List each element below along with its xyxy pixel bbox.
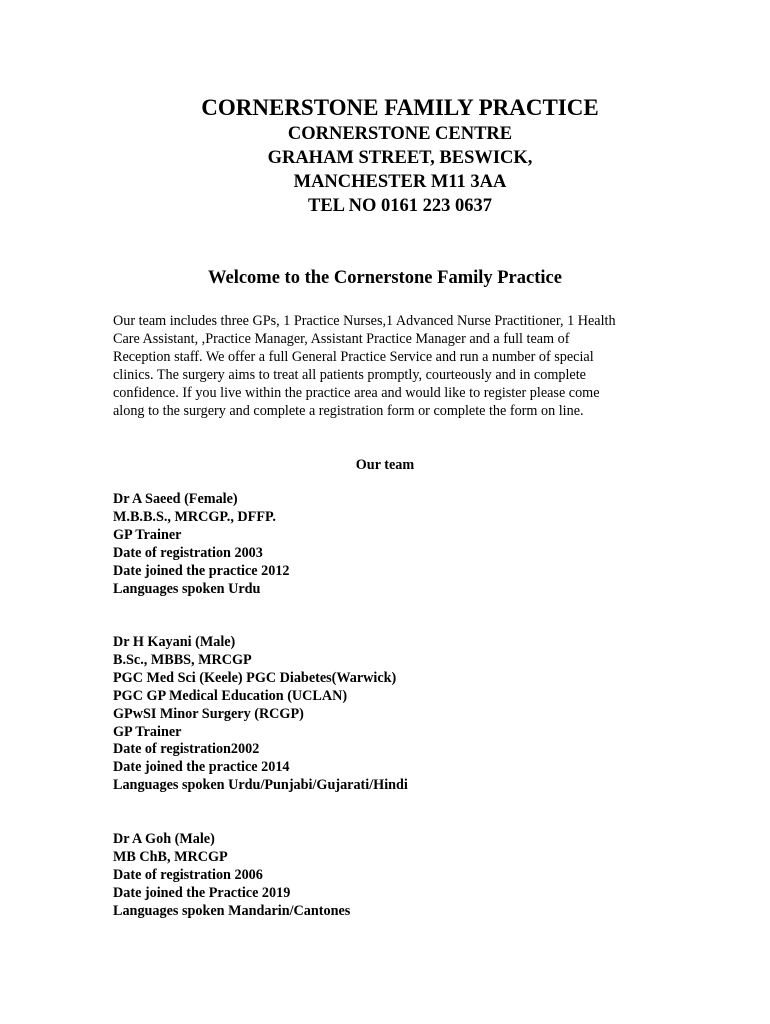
intro-line: confidence. If you live within the practice area and would like to register please come — [113, 384, 600, 401]
doctor-registration-date: Date of registration 2006 — [113, 866, 263, 883]
doctor-profile-saeed — [113, 491, 290, 598]
welcome-title: Welcome to the Cornerstone Family Practice — [208, 268, 562, 288]
doctor-joined-date: Date joined the Practice 2019 — [113, 884, 291, 901]
doctor-joined-date: Date joined the practice 2012 — [113, 562, 290, 579]
doctor-name: Dr H Kayani (Male) — [113, 634, 236, 650]
intro-line: Reception staff. We offer a full General Practice Service and run a number of special — [113, 348, 594, 365]
doctor-role: GP Trainer — [113, 526, 182, 543]
doctor-qualifications: MB ChB, MRCGP — [113, 848, 228, 865]
practice-name: CORNERSTONE FAMILY PRACTICE — [201, 95, 599, 120]
doctor-profile-kayani — [113, 634, 408, 795]
doctor-name: Dr A Saeed (Female) — [113, 491, 238, 507]
intro-line: Our team includes three GPs, 1 Practice Nurses,1 Advanced Nurse Practitioner, 1 Health — [113, 313, 616, 329]
doctor-languages: Languages spoken Mandarin/Cantones — [113, 902, 351, 919]
doctor-role: GP Trainer — [113, 723, 182, 740]
intro-paragraph — [113, 313, 658, 420]
address-line-street: GRAHAM STREET, BESWICK, — [267, 148, 533, 168]
practice-header — [0, 94, 770, 218]
doctor-languages: Languages spoken Urdu — [113, 580, 261, 597]
intro-line: along to the surgery and complete a registration form or complete the form on line. — [113, 402, 584, 419]
doctor-profile-goh — [113, 831, 350, 921]
doctor-qualifications: M.B.B.S., MRCGP., DFFP. — [113, 508, 276, 525]
doctor-registration-date: Date of registration2002 — [113, 741, 260, 758]
intro-line: clinics. The surgery aims to treat all patients promptly, courteously and in complete — [113, 366, 586, 383]
doctor-languages: Languages spoken Urdu/Punjabi/Gujarati/Hindi — [113, 777, 408, 794]
address-line-centre: CORNERSTONE CENTRE — [287, 124, 513, 144]
intro-line: Care Assistant, ,Practice Manager, Assistant Practice Manager and a full team of — [113, 330, 570, 347]
address-line-city: MANCHESTER M11 3AA — [293, 172, 507, 192]
doctor-name: Dr A Goh (Male) — [113, 831, 215, 847]
doctor-joined-date: Date joined the practice 2014 — [113, 759, 290, 776]
doctor-qualification-extra: GPwSI Minor Surgery (RCGP) — [113, 705, 304, 722]
doctor-qualifications: B.Sc., MBBS, MRCGP — [113, 651, 252, 668]
doctor-registration-date: Date of registration 2003 — [113, 544, 263, 561]
doctor-qualification-extra: PGC GP Medical Education (UCLAN) — [113, 687, 348, 704]
doctor-qualification-extra: PGC Med Sci (Keele) PGC Diabetes(Warwick) — [113, 669, 397, 686]
address-line-phone: TEL NO 0161 223 0637 — [308, 196, 492, 216]
team-heading: Our team — [355, 457, 415, 473]
